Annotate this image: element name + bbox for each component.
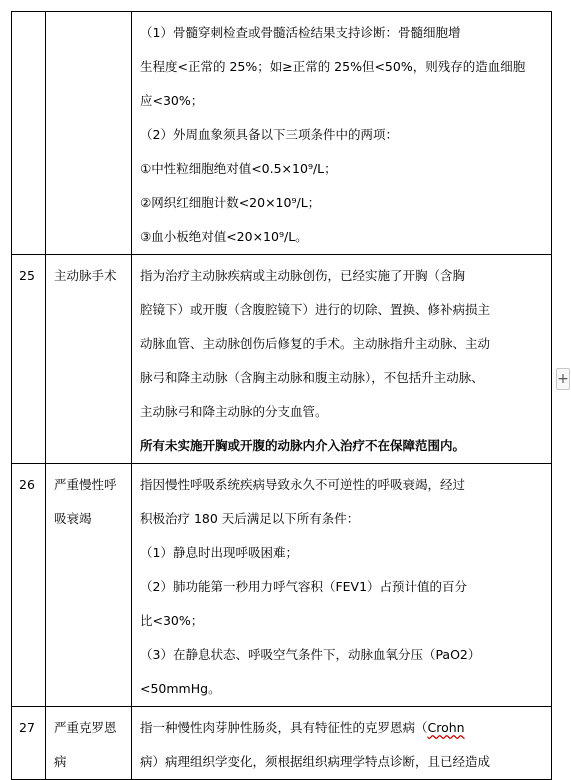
definition-line: （2）肺功能第一秒用力呼气容积（FEV1）占预计值的百分 [140,579,468,594]
definition-line: （2）外周血象须具备以下三项条件中的两项： [140,127,398,142]
definition-line: 应<30%； [140,93,204,108]
definition-line: 比<30%； [140,613,204,628]
disease-name-cell [46,707,132,780]
definition-cell [132,255,552,464]
definition-cell [132,12,552,255]
item-number-cell [12,707,46,780]
definition-line: 生程度<正常的 25%；如≥正常的 25%但<50%，则残存的造血细胞 [140,59,526,74]
definition-line: 脉弓和降主动脉（含胸主动脉和腹主动脉），不包括升主动脉、 [140,370,484,385]
definition-line: ①中性粒细胞绝对值<0.5×10⁹/L； [140,161,337,176]
definition-line: 所有未实施开胸或开腹的动脉内介入治疗不在保障范围内。 [140,438,466,453]
item-number-cell [12,12,46,255]
item-number-cell [12,464,46,707]
definition-line: 积极治疗 180 天后满足以下所有条件： [140,511,360,526]
disease-name-cell [46,464,132,707]
definition-line: （1）静息时出现呼吸困难； [140,545,298,560]
disease-name-line: 主动脉手术 [54,268,117,283]
definition-line: <50mmHg。 [140,681,221,696]
disease-name-cell [46,255,132,464]
definition-cell [132,707,552,780]
disease-name-cell [46,12,132,255]
disease-name-line: 严重克罗恩 [54,720,117,735]
disease-name-line: 病 [54,754,67,769]
add-column-button[interactable]: + [556,368,570,390]
definition-line: ②网织红细胞计数<20×10⁹/L； [140,195,321,210]
disease-name-line: 吸衰竭 [54,511,92,526]
disease-name-line: 严重慢性呼 [54,477,117,492]
definition-line: 指一种慢性肉芽肿性肠炎，具有特征性的克罗恩病（Crohn [140,720,465,735]
definition-line: ③血小板绝对值<20×10⁹/L。 [140,229,308,244]
table-row [12,707,552,780]
definition-line: （1）骨髓穿刺检查或骨髓活检结果支持诊断：骨髓细胞增 [140,25,461,40]
item-number-cell [12,255,46,464]
table-row [12,12,552,255]
table-row [12,255,552,464]
definition-line: 病）病理组织学变化，须根据组织病理学特点诊断，且已经造成 [140,754,491,769]
item-number [19,16,45,50]
definition-line: 腔镜下）或开腹（含腹腔镜下）进行的切除、置换、修补病损主 [140,302,491,317]
definition-line: 指为治疗主动脉疾病或主动脉创伤，已经实施了开胸（含胸 [140,268,466,283]
item-number: 25 [19,268,35,283]
definition-line: 动脉血管、主动脉创伤后修复的手术。主动脉指升主动脉、主动 [140,336,491,351]
definition-line: （3）在静息状态、呼吸空气条件下，动脉血氧分压（PaO2） [140,647,481,662]
item-number: 26 [19,477,35,492]
item-number: 27 [19,720,35,735]
disease-definition-table [11,11,552,780]
table-row [12,464,552,707]
definition-line: 主动脉弓和降主动脉的分支血管。 [140,404,328,419]
definition-line: 指因慢性呼吸系统疾病导致永久不可逆性的呼吸衰竭，经过 [140,477,466,492]
definition-cell [132,464,552,707]
